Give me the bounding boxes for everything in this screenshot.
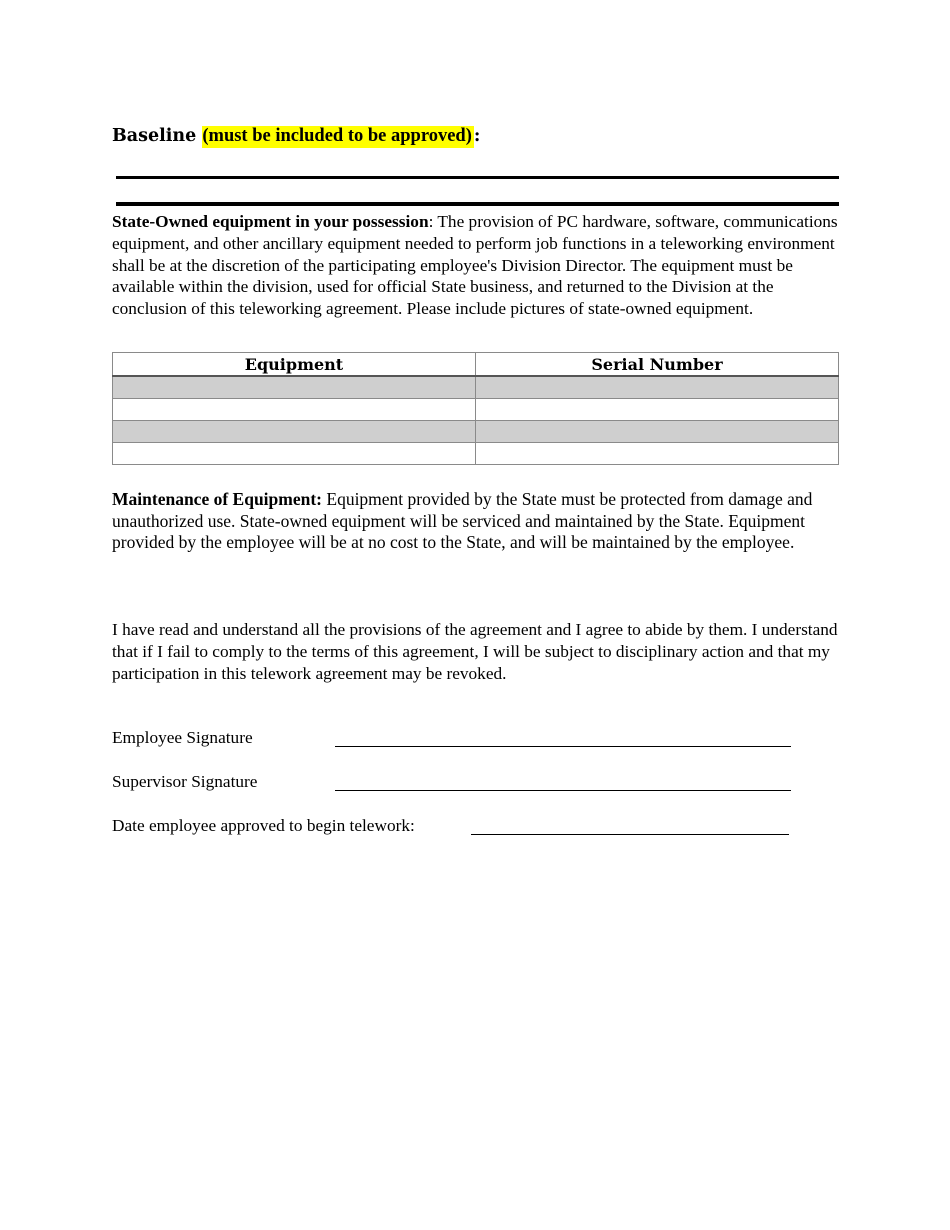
divider-line-thin [116,176,839,179]
baseline-highlight: (must be included to be approved) [202,126,472,146]
maintenance-heading: Maintenance of Equipment: [112,489,322,509]
serial-number-cell[interactable] [476,421,839,443]
equipment-cell[interactable] [113,399,476,421]
serial-number-cell[interactable] [476,443,839,465]
equipment-table-header-row [113,353,839,377]
agreement-paragraph: I have read and understand all the provisions of the agreement and I agree to abide by them. I understand that if I fail to comply to the terms of this agreement, I will be subject to disciplinary action and that my participation in this telework agreement may be revoked. [112,620,838,683]
equipment-table [112,352,839,465]
table-row [113,443,839,465]
equipment-column-header: Equipment [113,353,476,377]
maintenance-paragraph [112,489,842,554]
supervisor-signature-label: Supervisor Signature [112,772,258,791]
divider-line-thick [116,202,839,206]
supervisor-signature-row [112,771,257,795]
equipment-cell[interactable] [113,443,476,465]
equipment-cell[interactable] [113,421,476,443]
employee-signature-line[interactable] [335,746,791,747]
supervisor-signature-line[interactable] [335,790,791,791]
serial-number-cell[interactable] [476,399,839,421]
serial-number-cell[interactable] [476,376,839,399]
equipment-cell[interactable] [113,376,476,399]
baseline-label: Baseline [112,126,203,146]
state-owned-paragraph [112,211,842,320]
maintenance-body: Equipment provided by the State must be protected from damage and unauthorized use. State-owned equipment will be serviced and maintained by the State. Equipment provided by the employee will be at no cost to the State, and will be maintained by the employee. [112,489,813,553]
approval-date-label: Date employee approved to begin telework: [112,816,415,835]
baseline-colon: : [473,126,481,146]
approval-date-line[interactable] [471,834,789,835]
table-row [113,399,839,421]
approval-date-row [112,815,415,839]
state-owned-body: : The provision of PC hardware, software, communications equipment, and other ancillary equipment needed to perform job functions in a teleworking environment shall be at the discretion of the participating employee's Division Director. The equipment must be available within the division, used for official State business, and returned to the Division at the conclusion of this teleworking agreement. Please include pictures of state-owned equipment. [112,212,838,319]
employee-signature-row [112,727,253,751]
table-row [113,376,839,399]
employee-signature-label: Employee Signature [112,728,253,747]
baseline-heading [112,124,480,148]
table-row [113,421,839,443]
serial-number-column-header: Serial Number [476,353,839,377]
state-owned-heading: State-Owned equipment in your possession [112,212,429,231]
